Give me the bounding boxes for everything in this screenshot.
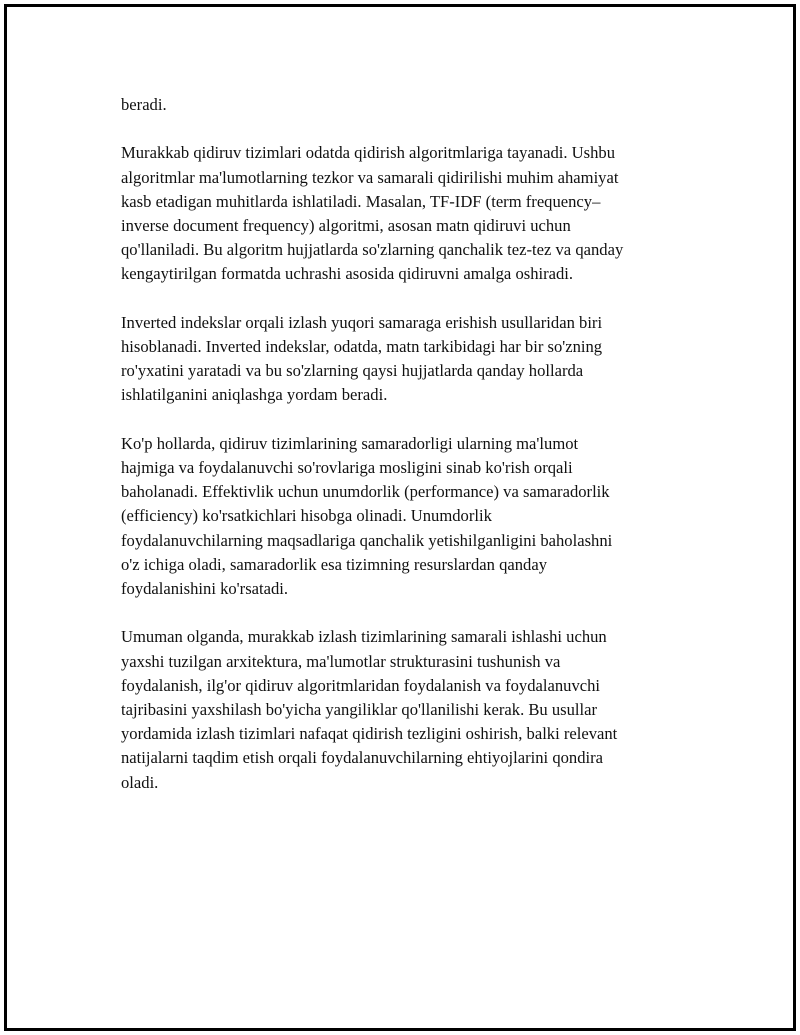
text-line: natijalarni taqdim etish orqali foydalanuvchilarning ehtiyojlarini qondira: [121, 748, 604, 768]
text-line: yaxshi tuzilgan arxitektura, ma'lumotlar strukturasini tushunish va: [121, 651, 561, 671]
text-line: Murakkab qidiruv tizimlari odatda qidirish algoritmlariga tayanadi. Ushbu: [121, 143, 616, 163]
paragraph-4: [121, 432, 689, 601]
paragraph-1: [121, 93, 689, 117]
text-line: Ko'p hollarda, qidiruv tizimlarining samaradorligi ularning ma'lumot: [121, 433, 579, 453]
text-line: o'z ichiga oladi, samaradorlik esa tizimning resurslardan qanday: [121, 554, 547, 574]
text-line: ro'yxatini yaratadi va bu so'zlarning qaysi hujjatlarda qanday hollarda: [121, 361, 584, 381]
text-line: kasb etadigan muhitlarda ishlatiladi. Masalan, TF-IDF (term frequency–: [121, 191, 601, 211]
text-line: baholanadi. Effektivlik uchun unumdorlik (performance) va samaradorlik: [121, 482, 610, 502]
text-line: inverse document frequency) algoritmi, asosan matn qidiruvi uchun: [121, 216, 571, 235]
text-line: Inverted indekslar orqali izlash yuqori samaraga erishish usullaridan biri: [121, 312, 603, 332]
text-line: qo'llaniladi. Bu algoritm hujjatlarda so'zlarning qanchalik tez-tez va qanday: [121, 240, 624, 260]
text-line: hajmiga va foydalanuvchi so'rovlariga mosligini sinab ko'rish orqali: [121, 458, 573, 477]
text-line: foydalanish, ilg'or qidiruv algoritmlaridan foydalanish va foydalanuvchi: [121, 675, 601, 695]
document-page: [4, 4, 796, 1031]
paragraph-3: [121, 311, 689, 408]
text-line: foydalanuvchilarning maqsadlariga qanchalik yetishilganligini baholashni: [121, 530, 613, 550]
text-line: tajribasini yaxshilash bo'yicha yangiliklar qo'llanilishi kerak. Bu usullar: [121, 700, 598, 720]
text-line: Umuman olganda, murakkab izlash tizimlarining samarali ishlashi uchun: [121, 627, 607, 647]
text-line: foydalanishini ko'rsatadi.: [121, 579, 289, 599]
text-line: yordamida izlash tizimlari nafaqat qidirish tezligini oshirish, balki relevant: [121, 724, 618, 744]
text-line: ishlatilganini aniqlashga yordam beradi.: [121, 385, 388, 405]
paragraph-2: [121, 141, 689, 286]
text-line: oladi.: [121, 772, 159, 792]
text-line: (efficiency) ko'rsatkichlari hisobga olinadi. Unumdorlik: [121, 506, 492, 526]
text-line: hisoblanadi. Inverted indekslar, odatda, matn tarkibidagi har bir so'zning: [121, 337, 603, 356]
text-line: kengaytirilgan formatda uchrashi asosida qidiruvni amalga oshiradi.: [121, 264, 574, 284]
paragraph-5: [121, 625, 689, 794]
text-line: algoritmlar ma'lumotlarning tezkor va samarali qidirilishi muhim ahamiyat: [121, 167, 619, 187]
text-line: beradi.: [121, 95, 167, 114]
document-body: [121, 93, 689, 819]
